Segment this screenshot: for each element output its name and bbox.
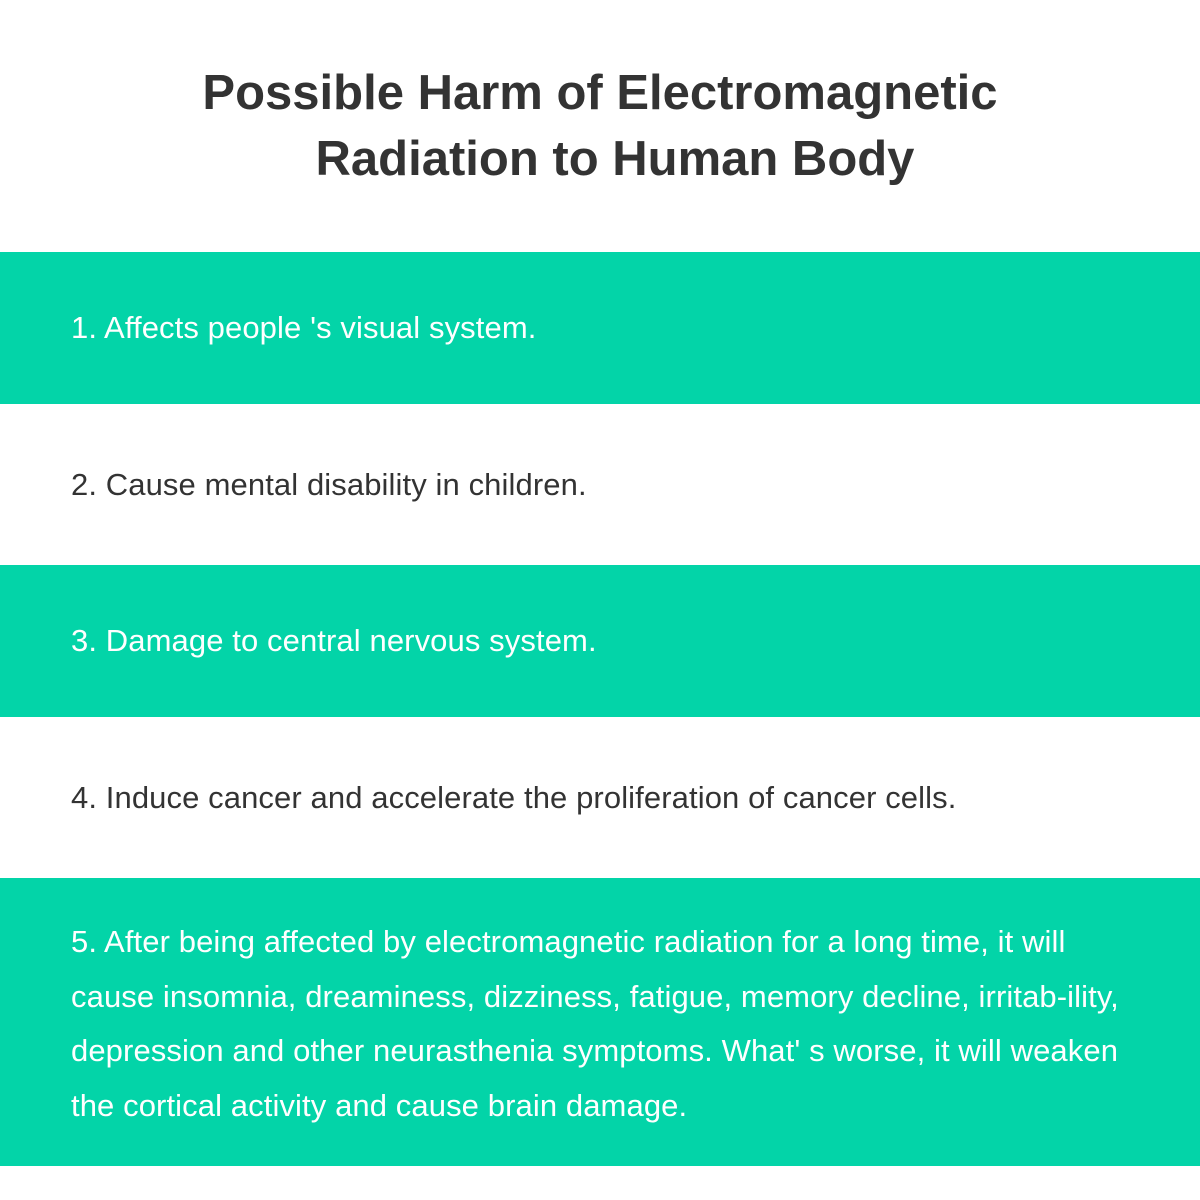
harm-item-2 <box>0 404 1200 565</box>
harm-item-1 <box>0 252 1200 404</box>
harm-item-text: 4. Induce cancer and accelerate the proliferation of cancer cells. <box>71 779 957 815</box>
harm-item-3 <box>0 565 1200 717</box>
harm-item-5 <box>0 878 1200 1166</box>
harm-item-text: 5. After being affected by electromagnetic radiation for a long time, it will cause insomnia, dreaminess, dizziness, fatigue, memory decline, irritab-ility, depression and other neurasthenia symptoms. What' s worse, it will weaken the cortical activity and cause brain damage. <box>71 924 1119 1123</box>
harm-item-text: 3. Damage to central nervous system. <box>71 623 597 658</box>
harm-item-text: 2. Cause mental disability in children. <box>71 466 587 502</box>
title-line-2: Radiation to Human Body <box>315 132 915 186</box>
harm-item-4 <box>0 717 1200 878</box>
harm-item-text: 1. Affects people 's visual system. <box>71 310 537 345</box>
page-title <box>0 60 1200 192</box>
title-line-1: Possible Harm of Electromagnetic <box>202 66 998 120</box>
